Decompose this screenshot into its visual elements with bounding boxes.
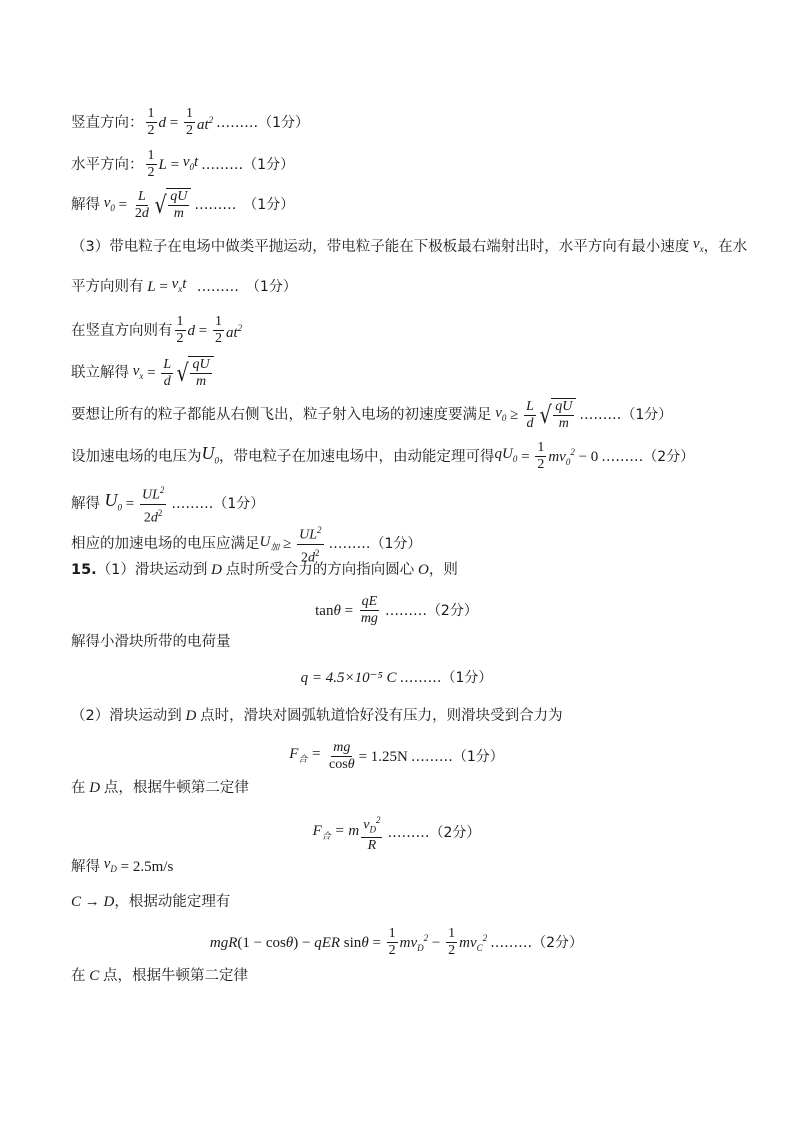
score: ………（1分）: [399, 670, 493, 686]
line-part3: （3）带电粒子在电场中做类平抛运动，带电粒子能在下极板最右端射出时，水平方向有最小速度 $v_x$ ，在水: [71, 236, 748, 255]
line-part2: （2）滑块运动到 D 点时，滑块对圆弧轨道恰好没有压力，则滑块受到合力为: [71, 708, 563, 724]
equation-newton-d: $F_合 = m$ $\frac{v_D^2}{R}$ ………（2分）: [0, 812, 793, 854]
score: ………（2分）: [384, 602, 478, 619]
equation-net-force: $F_合$ = $\frac{mg}{\cos\theta}$ = 1.25N ………（1分）: [289, 740, 504, 772]
line-condition-v0: 要想让所有的粒子都能从右侧飞出，粒子射入电场的初速度要满足 $v_0$ ≥ $\frac{L}{d}$ √ $\frac{qU}{m}$ ………（1分）: [71, 398, 673, 431]
score: ………（2分）: [601, 448, 695, 465]
question-15: 15. （1）滑块运动到 D 点时所受合力的方向指向圆心 O ，则: [71, 562, 458, 578]
line-charge-text: 解得小滑块所带的电荷量: [71, 634, 231, 650]
score: ………（2分）: [387, 825, 481, 842]
score: ………（1分）: [171, 496, 265, 513]
line-horizontal-then: 平方向则有 L = $v_xt$ ……… （1分）: [71, 276, 297, 295]
label: 竖直方向：: [71, 114, 144, 131]
line-vertical-direction: 竖直方向： $\frac{1}{2}$ d = $\frac{1}{2}$ $at^2$ ………（1分）: [71, 106, 310, 138]
line-solve-vd: 解得 $v_D$ = 2.5m/s: [71, 856, 174, 875]
question-number: 15.: [71, 562, 97, 578]
equation-charge: q = 4.5×10⁻⁵ C ………（1分）: [300, 670, 493, 686]
line-combined-solve: 联立解得 $v_x$ = $\frac{L}{d}$ √ $\frac{qU}{m}$: [71, 356, 214, 390]
equation-tan-theta: tanθ = $\frac{qE}{mg}$ ………（2分）: [315, 594, 478, 626]
score: ………（1分）: [216, 114, 310, 131]
label: 解得: [71, 197, 100, 213]
line-at-d: 在 D 点，根据牛顿第二定律: [71, 780, 249, 796]
line-horizontal-direction: 水平方向： $\frac{1}{2}$ L = $v_0t$ ………（1分）: [71, 148, 295, 180]
score: ……… （1分）: [194, 197, 295, 213]
line-accel-voltage: 设加速电场的电压为 $U_0$ ，带电粒子在加速电场中，由动能定理可得 $qU_0$ = $\frac{1}{2}$ $mv_0^2$ − 0 ………（2分）: [71, 440, 695, 472]
line-c-to-d: C → D ，根据动能定理有: [71, 894, 231, 910]
score: ………（1分）: [579, 407, 673, 423]
score: ………（1分）: [201, 156, 295, 173]
frac-half: $\frac{1}{2}$: [147, 106, 155, 138]
label: 水平方向：: [71, 156, 144, 173]
score: ………（1分）: [328, 536, 422, 553]
score: ………（2分）: [490, 934, 584, 951]
equation-energy: mgR (1 − cosθ) − qER sinθ = $\frac{1}{2}$ $mv_D^2$ − $\frac{1}{2}$ $mv_C^2$ ………（2分）: [209, 926, 584, 958]
score: ………（1分）: [410, 748, 504, 765]
line-voltage-condition: 相应的加速电场的电压应满足 $U_加$ ≥ $\frac{UL^2}{2d^2}$ ………（1分）: [71, 522, 421, 566]
line-solve-v0: 解得 $v_0$ = $\frac{L}{2d}$ √ $\frac{qU}{m}$ ……… （1分）: [71, 188, 295, 221]
score: ……… （1分）: [196, 278, 297, 295]
line-solve-u0: 解得 $U_0$ = $\frac{UL^2}{2d^2}$ ………（1分）: [71, 482, 264, 526]
line-vertical-then: 在竖直方向则有 $\frac{1}{2}$ d = $\frac{1}{2}$ $at^2$: [71, 314, 243, 346]
line-at-c: 在 C 点，根据牛顿第二定律: [71, 968, 249, 984]
